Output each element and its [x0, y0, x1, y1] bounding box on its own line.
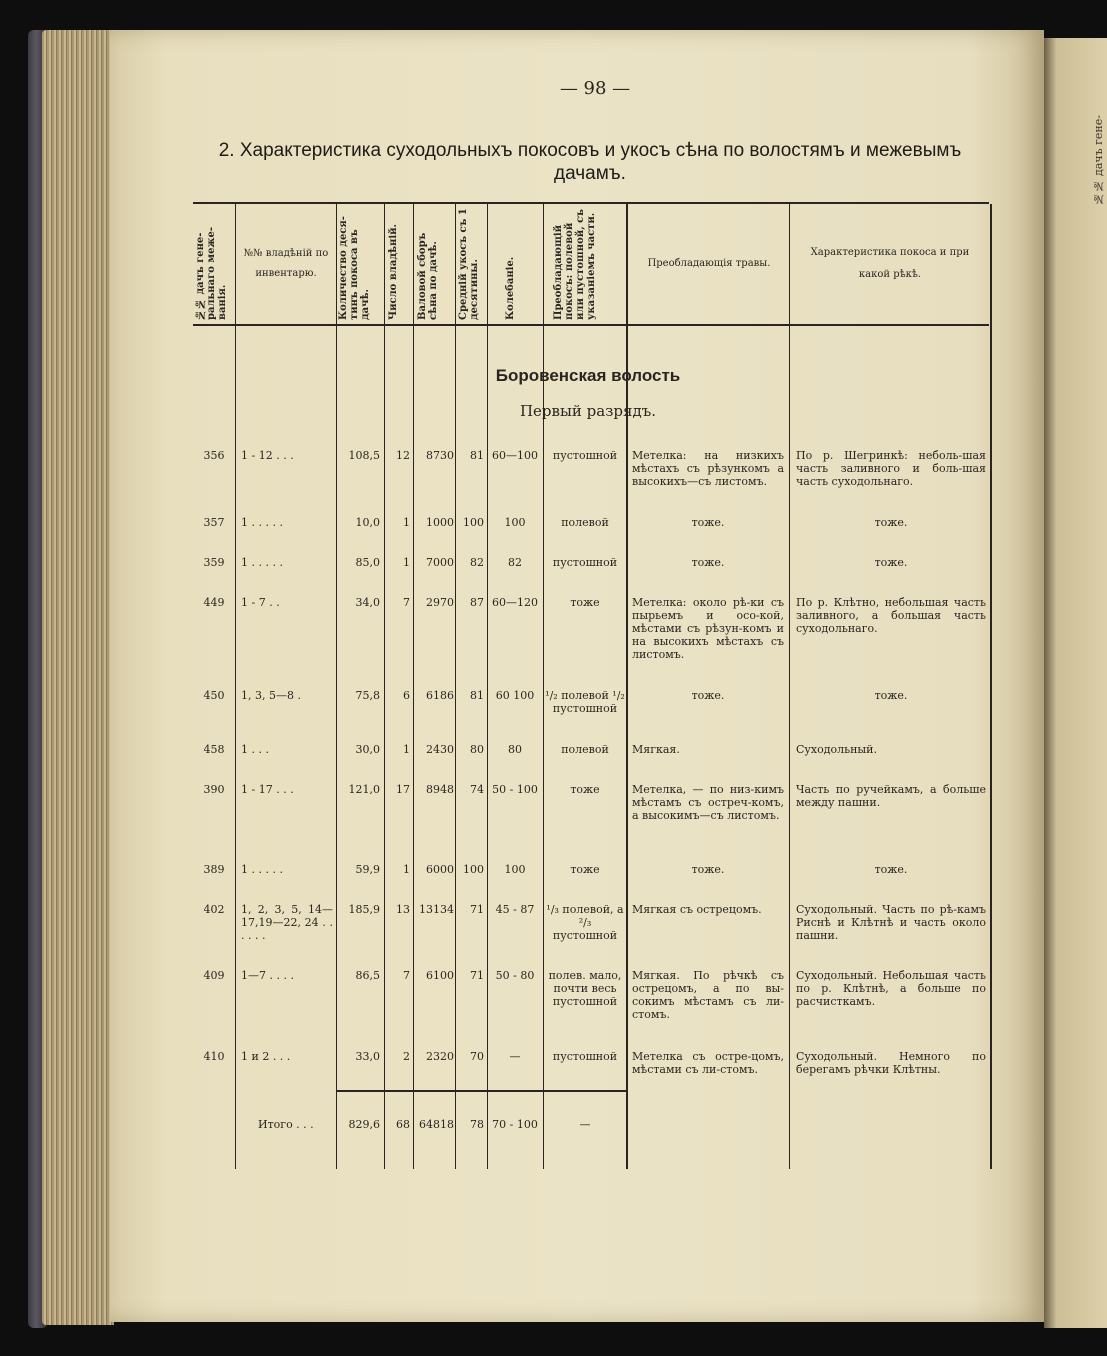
kolebanie: 50 - 100: [492, 783, 538, 796]
dacha-number: 402: [203, 903, 225, 916]
dacha-number: 389: [203, 863, 225, 876]
num-vladeniy: 13: [396, 903, 410, 916]
vladenie-numbers: 1 и 2 . . .: [241, 1050, 291, 1063]
header-vladenie: №№ владѣній по инвентарю.: [243, 248, 329, 279]
kharakteristika: По р. Шегринкѣ: неболь-шая часть заливного и боль-шая часть суходольнаго.: [796, 449, 986, 488]
kolebanie: 80: [508, 743, 522, 756]
pokos-type: полевой: [561, 743, 609, 756]
kharakteristika: Суходольный.: [796, 743, 878, 756]
kolebanie: 82: [508, 556, 522, 569]
kharakteristika: Часть по ручейкамъ, а больше между пашни.: [796, 783, 986, 809]
desyatin: 86,5: [355, 969, 380, 982]
total-num: 68: [396, 1118, 410, 1131]
pokos-type: тоже: [570, 783, 600, 796]
pokos-type: полевой: [561, 516, 609, 529]
travy: Мягкая. По рѣчкѣ съ острецомъ, а по вы-сокимъ мѣстамъ съ ли-стомъ.: [632, 969, 784, 1021]
desyatin: 34,0: [355, 596, 380, 609]
travy: Метелка, — по низ-кимъ мѣстамъ съ остреч-комъ, а высокимъ—съ листомъ.: [632, 783, 784, 822]
kharakteristika: По р. Клѣтно, небольшая часть заливного, а большая часть суходольнаго.: [796, 596, 986, 635]
travy: тоже.: [691, 863, 725, 876]
travy: Метелка: около рѣ-ки съ пырьемъ и осо-кой, мѣстами съ рѣзун-комъ и на высокихъ мѣстахъ съ листомъ.: [632, 596, 784, 661]
dacha-number: 409: [203, 969, 225, 982]
travy: тоже.: [691, 516, 725, 529]
total-label: Итого . . .: [258, 1118, 314, 1131]
kharakteristika: тоже.: [874, 689, 908, 702]
vladenie-numbers: 1 . . . . .: [241, 863, 283, 876]
header-valovoy-sbor: Валовой сборъ сѣна по дачѣ.: [417, 232, 439, 320]
vladenie-numbers: 1 - 17 . . .: [241, 783, 294, 796]
total-pokos: —: [579, 1118, 591, 1131]
travy: Метелка съ остре-цомъ, мѣстами съ ли-стомъ.: [632, 1050, 784, 1076]
valovoy-sbor: 2430: [426, 743, 454, 756]
sredniy-ukos: 81: [470, 449, 484, 462]
table-right-rule: [990, 204, 992, 1169]
dacha-number: 449: [203, 596, 225, 609]
col-divider: [789, 204, 790, 1169]
travy: тоже.: [691, 556, 725, 569]
sredniy-ukos: 80: [470, 743, 484, 756]
num-vladeniy: 12: [396, 449, 410, 462]
vladenie-numbers: 1, 3, 5—8 .: [241, 689, 301, 702]
header-dacha: №№ дачъ гене-ральнаго меже-ванія.: [195, 226, 228, 320]
dacha-number: 357: [203, 516, 225, 529]
vladenie-numbers: 1 - 7 . .: [241, 596, 280, 609]
valovoy-sbor: 6000: [426, 863, 454, 876]
pokos-type: пустошной: [552, 1050, 618, 1063]
num-vladeniy: 1: [403, 863, 410, 876]
pokos-type: тоже: [570, 596, 600, 609]
header-kharakteristika: Характеристика покоса и при какой рѣкѣ.: [810, 247, 970, 280]
col-divider: [384, 204, 385, 1169]
sredniy-ukos: 100: [463, 863, 484, 876]
total-kolebanie: 70 - 100: [492, 1118, 538, 1131]
header-desyatin: Количество деся-тинъ покоса въ дачѣ.: [338, 216, 371, 320]
desyatin: 10,0: [355, 516, 380, 529]
col-divider: [336, 204, 337, 1169]
num-vladeniy: 1: [403, 556, 410, 569]
dacha-number: 450: [203, 689, 225, 702]
total-ukos: 78: [470, 1118, 484, 1131]
kharakteristika: Суходольный. Небольшая часть по р. Клѣтнѣ, а больше по расчисткамъ.: [796, 969, 986, 1008]
valovoy-sbor: 7000: [426, 556, 454, 569]
valovoy-sbor: 13134: [419, 903, 454, 916]
kolebanie: —: [509, 1050, 521, 1063]
kolebanie: 100: [504, 516, 526, 529]
sredniy-ukos: 81: [470, 689, 484, 702]
sredniy-ukos: 74: [470, 783, 484, 796]
num-vladeniy: 7: [403, 969, 410, 982]
dacha-number: 356: [203, 449, 225, 462]
next-page-fragment: №№ дачъ гене-: [1092, 115, 1105, 206]
total-sbor: 64818: [419, 1118, 454, 1131]
pokos-type: полев. мало, почти весь пустошной: [548, 969, 622, 1008]
travy: Мягкая.: [632, 743, 680, 756]
col-divider: [543, 204, 544, 1169]
desyatin: 75,8: [355, 689, 380, 702]
table-top-rule: [193, 202, 989, 204]
kharakteristika: тоже.: [874, 556, 908, 569]
num-vladeniy: 7: [403, 596, 410, 609]
kolebanie: 45 - 87: [495, 903, 535, 916]
travy: Метелка: на низкихъ мѣстахъ съ рѣзункомъ а высокихъ—съ листомъ.: [632, 449, 784, 488]
sredniy-ukos: 100: [463, 516, 484, 529]
table-title: 2. Характеристика суходольныхъ покосовъ и укосъ сѣна по волостямъ и межевымъ дачамъ.: [218, 140, 962, 184]
pokos-type: ¹/₃ полевой, а ²/₃ пустошной: [546, 903, 624, 942]
valovoy-sbor: 2320: [426, 1050, 454, 1063]
desyatin: 59,9: [355, 863, 380, 876]
valovoy-sbor: 6186: [426, 689, 454, 702]
col-divider: [413, 204, 414, 1169]
kharakteristika: тоже.: [874, 863, 908, 876]
kolebanie: 60—120: [492, 596, 538, 609]
table-header-rule: [193, 324, 989, 326]
desyatin: 185,9: [348, 903, 380, 916]
page-edges: [42, 30, 114, 1325]
valovoy-sbor: 1000: [426, 516, 454, 529]
pokos-type: тоже: [570, 863, 600, 876]
pokos-type: пустошной: [552, 556, 618, 569]
num-vladeniy: 2: [403, 1050, 410, 1063]
valovoy-sbor: 2970: [426, 596, 454, 609]
kolebanie: 50 - 80: [495, 969, 535, 982]
vladenie-numbers: 1—7 . . . .: [241, 969, 294, 982]
kolebanie: 100: [504, 863, 526, 876]
pokos-type: пустошной: [552, 449, 618, 462]
category-heading: Первый разрядъ.: [519, 402, 657, 420]
vladenie-numbers: 1 . . . . .: [241, 516, 283, 529]
desyatin: 121,0: [348, 783, 380, 796]
col-divider: [487, 204, 488, 1169]
dacha-number: 359: [203, 556, 225, 569]
num-vladeniy: 6: [403, 689, 410, 702]
sredniy-ukos: 87: [470, 596, 484, 609]
desyatin: 108,5: [348, 449, 380, 462]
valovoy-sbor: 8948: [426, 783, 454, 796]
col-divider: [455, 204, 456, 1169]
header-sredniy-ukos: Средній укосъ съ 1 десятины.: [458, 208, 480, 320]
dacha-number: 458: [203, 743, 225, 756]
kolebanie: 60—100: [492, 449, 538, 462]
volost-heading: Боровенская волость: [495, 366, 681, 385]
total-desyatin: 829,6: [348, 1118, 380, 1131]
travy: Мягкая съ острецомъ.: [632, 903, 762, 916]
next-page-edge: [1044, 38, 1107, 1328]
sredniy-ukos: 71: [470, 969, 484, 982]
dacha-number: 410: [203, 1050, 225, 1063]
vladenie-numbers: 1 . . . . .: [241, 556, 283, 569]
sredniy-ukos: 70: [470, 1050, 484, 1063]
kharakteristika: Суходольный. Немного по берегамъ рѣчки Клѣтны.: [796, 1050, 986, 1076]
pokos-type: ¹/₂ полевой ¹/₂ пустошной: [545, 689, 625, 715]
dacha-number: 390: [203, 783, 225, 796]
desyatin: 30,0: [355, 743, 380, 756]
num-vladeniy: 1: [403, 743, 410, 756]
desyatin: 33,0: [355, 1050, 380, 1063]
desyatin: 85,0: [355, 556, 380, 569]
travy: тоже.: [691, 689, 725, 702]
num-vladeniy: 1: [403, 516, 410, 529]
header-num-vladeniy: Число владѣній.: [388, 223, 399, 320]
vladenie-numbers: 1 . . .: [241, 743, 269, 756]
col-divider: [626, 204, 628, 1169]
kolebanie: 60 100: [495, 689, 535, 702]
total-rule: [336, 1090, 626, 1092]
valovoy-sbor: 8730: [426, 449, 454, 462]
col-divider: [235, 204, 236, 1169]
sredniy-ukos: 82: [470, 556, 484, 569]
num-vladeniy: 17: [396, 783, 410, 796]
sredniy-ukos: 71: [470, 903, 484, 916]
header-travy: Преобладающія травы.: [647, 258, 771, 269]
page-number: — 98 —: [559, 78, 631, 99]
vladenie-numbers: 1 - 12 . . .: [241, 449, 294, 462]
kharakteristika: Суходольный. Часть по рѣ-камъ Риснѣ и Клѣтнѣ и часть около пашни.: [796, 903, 986, 942]
vladenie-numbers: 1, 2, 3, 5, 14—17,19—22, 24 . . . . . .: [241, 903, 333, 942]
header-preobladayushchiy-pokos: Преобладающій покосъ: полевой или пустошной, съ указаніемъ части.: [553, 209, 597, 320]
kharakteristika: тоже.: [874, 516, 908, 529]
valovoy-sbor: 6100: [426, 969, 454, 982]
header-kolebanie: Колебаніе.: [505, 256, 516, 320]
